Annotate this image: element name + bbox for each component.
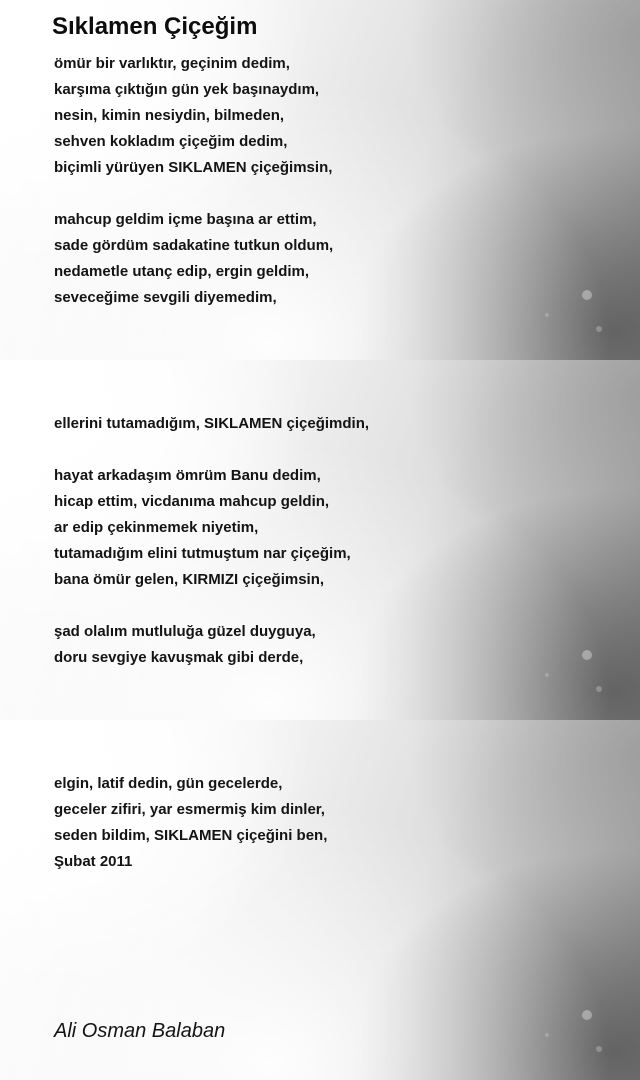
poem-line: karşıma çıktığın gün yek başınaydım, bbox=[54, 81, 320, 98]
poem-line: hicap ettim, vicdanıma mahcup geldin, bbox=[54, 493, 330, 510]
stanza-3 bbox=[54, 411, 369, 437]
poem-line: ar edip çekinmemek niyetim, bbox=[54, 519, 259, 536]
stanza-2 bbox=[54, 207, 333, 311]
poem-line: hayat arkadaşım ömrüm Banu dedim, bbox=[54, 467, 321, 484]
poem-title: Sıklamen Çiçeğim bbox=[52, 13, 258, 40]
poem-line: geceler zifiri, yar esmermiş kim dinler, bbox=[54, 801, 325, 818]
poem-line: seden bildim, SIKLAMEN çiçeğini ben, bbox=[54, 827, 328, 844]
stanza-5 bbox=[54, 619, 316, 671]
poem-line: bana ömür gelen, KIRMIZI çiçeğimsin, bbox=[54, 571, 325, 588]
poem-line: sehven kokladım çiçeğim dedim, bbox=[54, 133, 288, 150]
poem-line: şad olalım mutluluğa güzel duyguya, bbox=[54, 623, 316, 640]
poem-line: elgin, latif dedin, gün gecelerde, bbox=[54, 775, 283, 792]
poem-date: Şubat 2011 bbox=[54, 853, 133, 870]
stanza-1 bbox=[54, 51, 332, 181]
poem-line: seveceğime sevgili diyemedim, bbox=[54, 289, 277, 306]
poem-line: nedametle utanç edip, ergin geldim, bbox=[54, 263, 310, 280]
poem-line: ömür bir varlıktır, geçinim dedim, bbox=[54, 55, 290, 72]
poem-line: mahcup geldim içme başına ar ettim, bbox=[54, 211, 317, 228]
stanza-4 bbox=[54, 463, 351, 593]
stanza-6 bbox=[54, 771, 327, 875]
poem-author: Ali Osman Balaban bbox=[54, 1020, 226, 1042]
poem-panel-3 bbox=[0, 720, 640, 1080]
poem-line: biçimli yürüyen SIKLAMEN çiçeğimsin, bbox=[54, 159, 333, 176]
poem-line: ellerini tutamadığım, SIKLAMEN çiçeğimdin, bbox=[54, 415, 370, 432]
poem-line: nesin, kimin nesiydin, bilmeden, bbox=[54, 107, 285, 124]
poem-line: tutamadığım elini tutmuştum nar çiçeğim, bbox=[54, 545, 351, 562]
poem-panel-1 bbox=[0, 0, 640, 360]
poem-line: sade gördüm sadakatine tutkun oldum, bbox=[54, 237, 334, 254]
poem-line: doru sevgiye kavuşmak gibi derde, bbox=[54, 649, 304, 666]
poem-panel-2 bbox=[0, 360, 640, 720]
